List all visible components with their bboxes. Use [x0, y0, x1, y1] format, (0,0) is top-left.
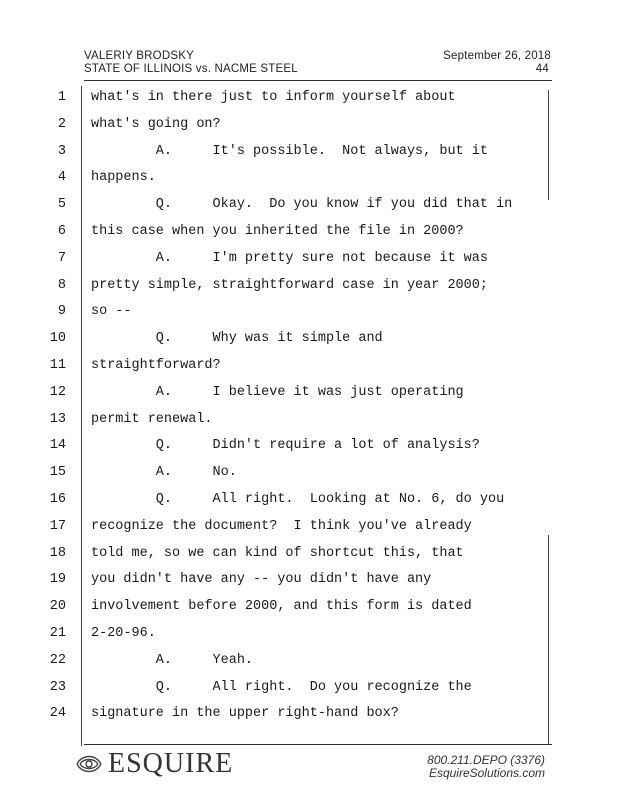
transcript-line — [0, 542, 619, 569]
esquire-mark-icon — [74, 751, 104, 777]
transcript-line — [0, 488, 619, 515]
transcript-line — [0, 300, 619, 327]
line-number: 13 — [49, 411, 66, 427]
line-text: permit renewal. — [91, 411, 213, 427]
line-text: signature in the upper right-hand box? — [91, 706, 399, 722]
line-number: 3 — [57, 143, 66, 159]
line-text: 2-20-96. — [91, 625, 156, 641]
line-text: so -- — [91, 304, 132, 320]
line-number: 20 — [49, 599, 66, 615]
line-number: 17 — [49, 518, 66, 534]
line-number: 24 — [49, 706, 66, 722]
logo-wordmark: ESQUIRE — [108, 748, 234, 779]
line-text: A. I believe it was just operating — [91, 384, 464, 400]
footer-phone: 800.211.DEPO (3376) — [427, 753, 545, 767]
transcript-line — [0, 140, 619, 167]
line-text: you didn't have any -- you didn't have any — [91, 572, 432, 588]
line-number: 1 — [57, 90, 66, 105]
transcript-line — [0, 702, 619, 729]
line-number: 7 — [57, 250, 66, 266]
line-number: 21 — [49, 625, 66, 641]
transcript-line — [0, 166, 619, 193]
line-text: A. No. — [91, 465, 237, 481]
line-text: involvement before 2000, and this form is dated — [91, 599, 472, 615]
line-number: 11 — [49, 357, 66, 373]
esquire-logo — [74, 748, 233, 780]
footer-website[interactable]: EsquireSolutions.com — [428, 766, 545, 780]
line-text: told me, so we can kind of shortcut this, that — [91, 545, 464, 561]
line-text: Q. Why was it simple and — [91, 331, 383, 347]
line-number: 9 — [57, 304, 66, 320]
line-number: 10 — [49, 331, 66, 347]
page-number: 44 — [535, 63, 549, 75]
case-title: STATE OF ILLINOIS vs. NACME STEEL — [84, 63, 298, 75]
line-text: A. Yeah. — [91, 652, 254, 668]
transcript-line — [0, 676, 619, 703]
transcript-body — [0, 86, 619, 729]
transcript-line — [0, 327, 619, 354]
transcript-line — [0, 381, 619, 408]
transcript-line — [0, 461, 619, 488]
transcript-line — [0, 408, 619, 435]
line-text: what's in there just to inform yourself about — [91, 90, 456, 105]
transcript-line — [0, 86, 619, 113]
transcript-line — [0, 274, 619, 301]
line-text: Q. Okay. Do you know if you did that in — [91, 197, 513, 213]
line-number: 5 — [57, 197, 66, 213]
transcript-line — [0, 193, 619, 220]
deposition-date: September 26, 2018 — [443, 50, 551, 62]
line-number: 4 — [57, 170, 66, 186]
transcript-line — [0, 568, 619, 595]
line-number: 23 — [49, 679, 66, 695]
line-text: Q. All right. Looking at No. 6, do you — [91, 491, 505, 507]
line-number: 8 — [57, 277, 66, 293]
transcript-line — [0, 622, 619, 649]
transcript-line — [0, 649, 619, 676]
header-rule — [84, 80, 552, 81]
transcript-line — [0, 434, 619, 461]
line-text: happens. — [91, 170, 156, 186]
line-number: 15 — [49, 465, 66, 481]
transcript-line — [0, 220, 619, 247]
line-text: Q. All right. Do you recognize the — [91, 679, 472, 695]
line-text: A. I'm pretty sure not because it was — [91, 250, 488, 266]
line-number: 2 — [57, 116, 66, 132]
transcript-line — [0, 515, 619, 542]
transcript-line — [0, 247, 619, 274]
line-number: 18 — [49, 545, 66, 561]
transcript-line — [0, 595, 619, 622]
line-number: 6 — [57, 223, 66, 239]
transcript-line — [0, 113, 619, 140]
witness-name: VALERIY BRODSKY — [84, 50, 194, 62]
transcript-line — [0, 354, 619, 381]
line-text: A. It's possible. Not always, but it — [91, 143, 488, 159]
line-text: this case when you inherited the file in 2000? — [91, 223, 464, 239]
line-number: 16 — [49, 491, 66, 507]
line-text: what's going on? — [91, 116, 221, 132]
line-text: straightforward? — [91, 357, 221, 373]
line-number: 14 — [49, 438, 66, 454]
line-number: 12 — [49, 384, 66, 400]
line-text: recognize the document? I think you've already — [91, 518, 472, 534]
footer-rule — [84, 744, 552, 745]
line-text: Q. Didn't require a lot of analysis? — [91, 438, 480, 454]
line-number: 19 — [49, 572, 66, 588]
line-text: pretty simple, straightforward case in year 2000; — [91, 277, 488, 293]
line-number: 22 — [49, 652, 66, 668]
